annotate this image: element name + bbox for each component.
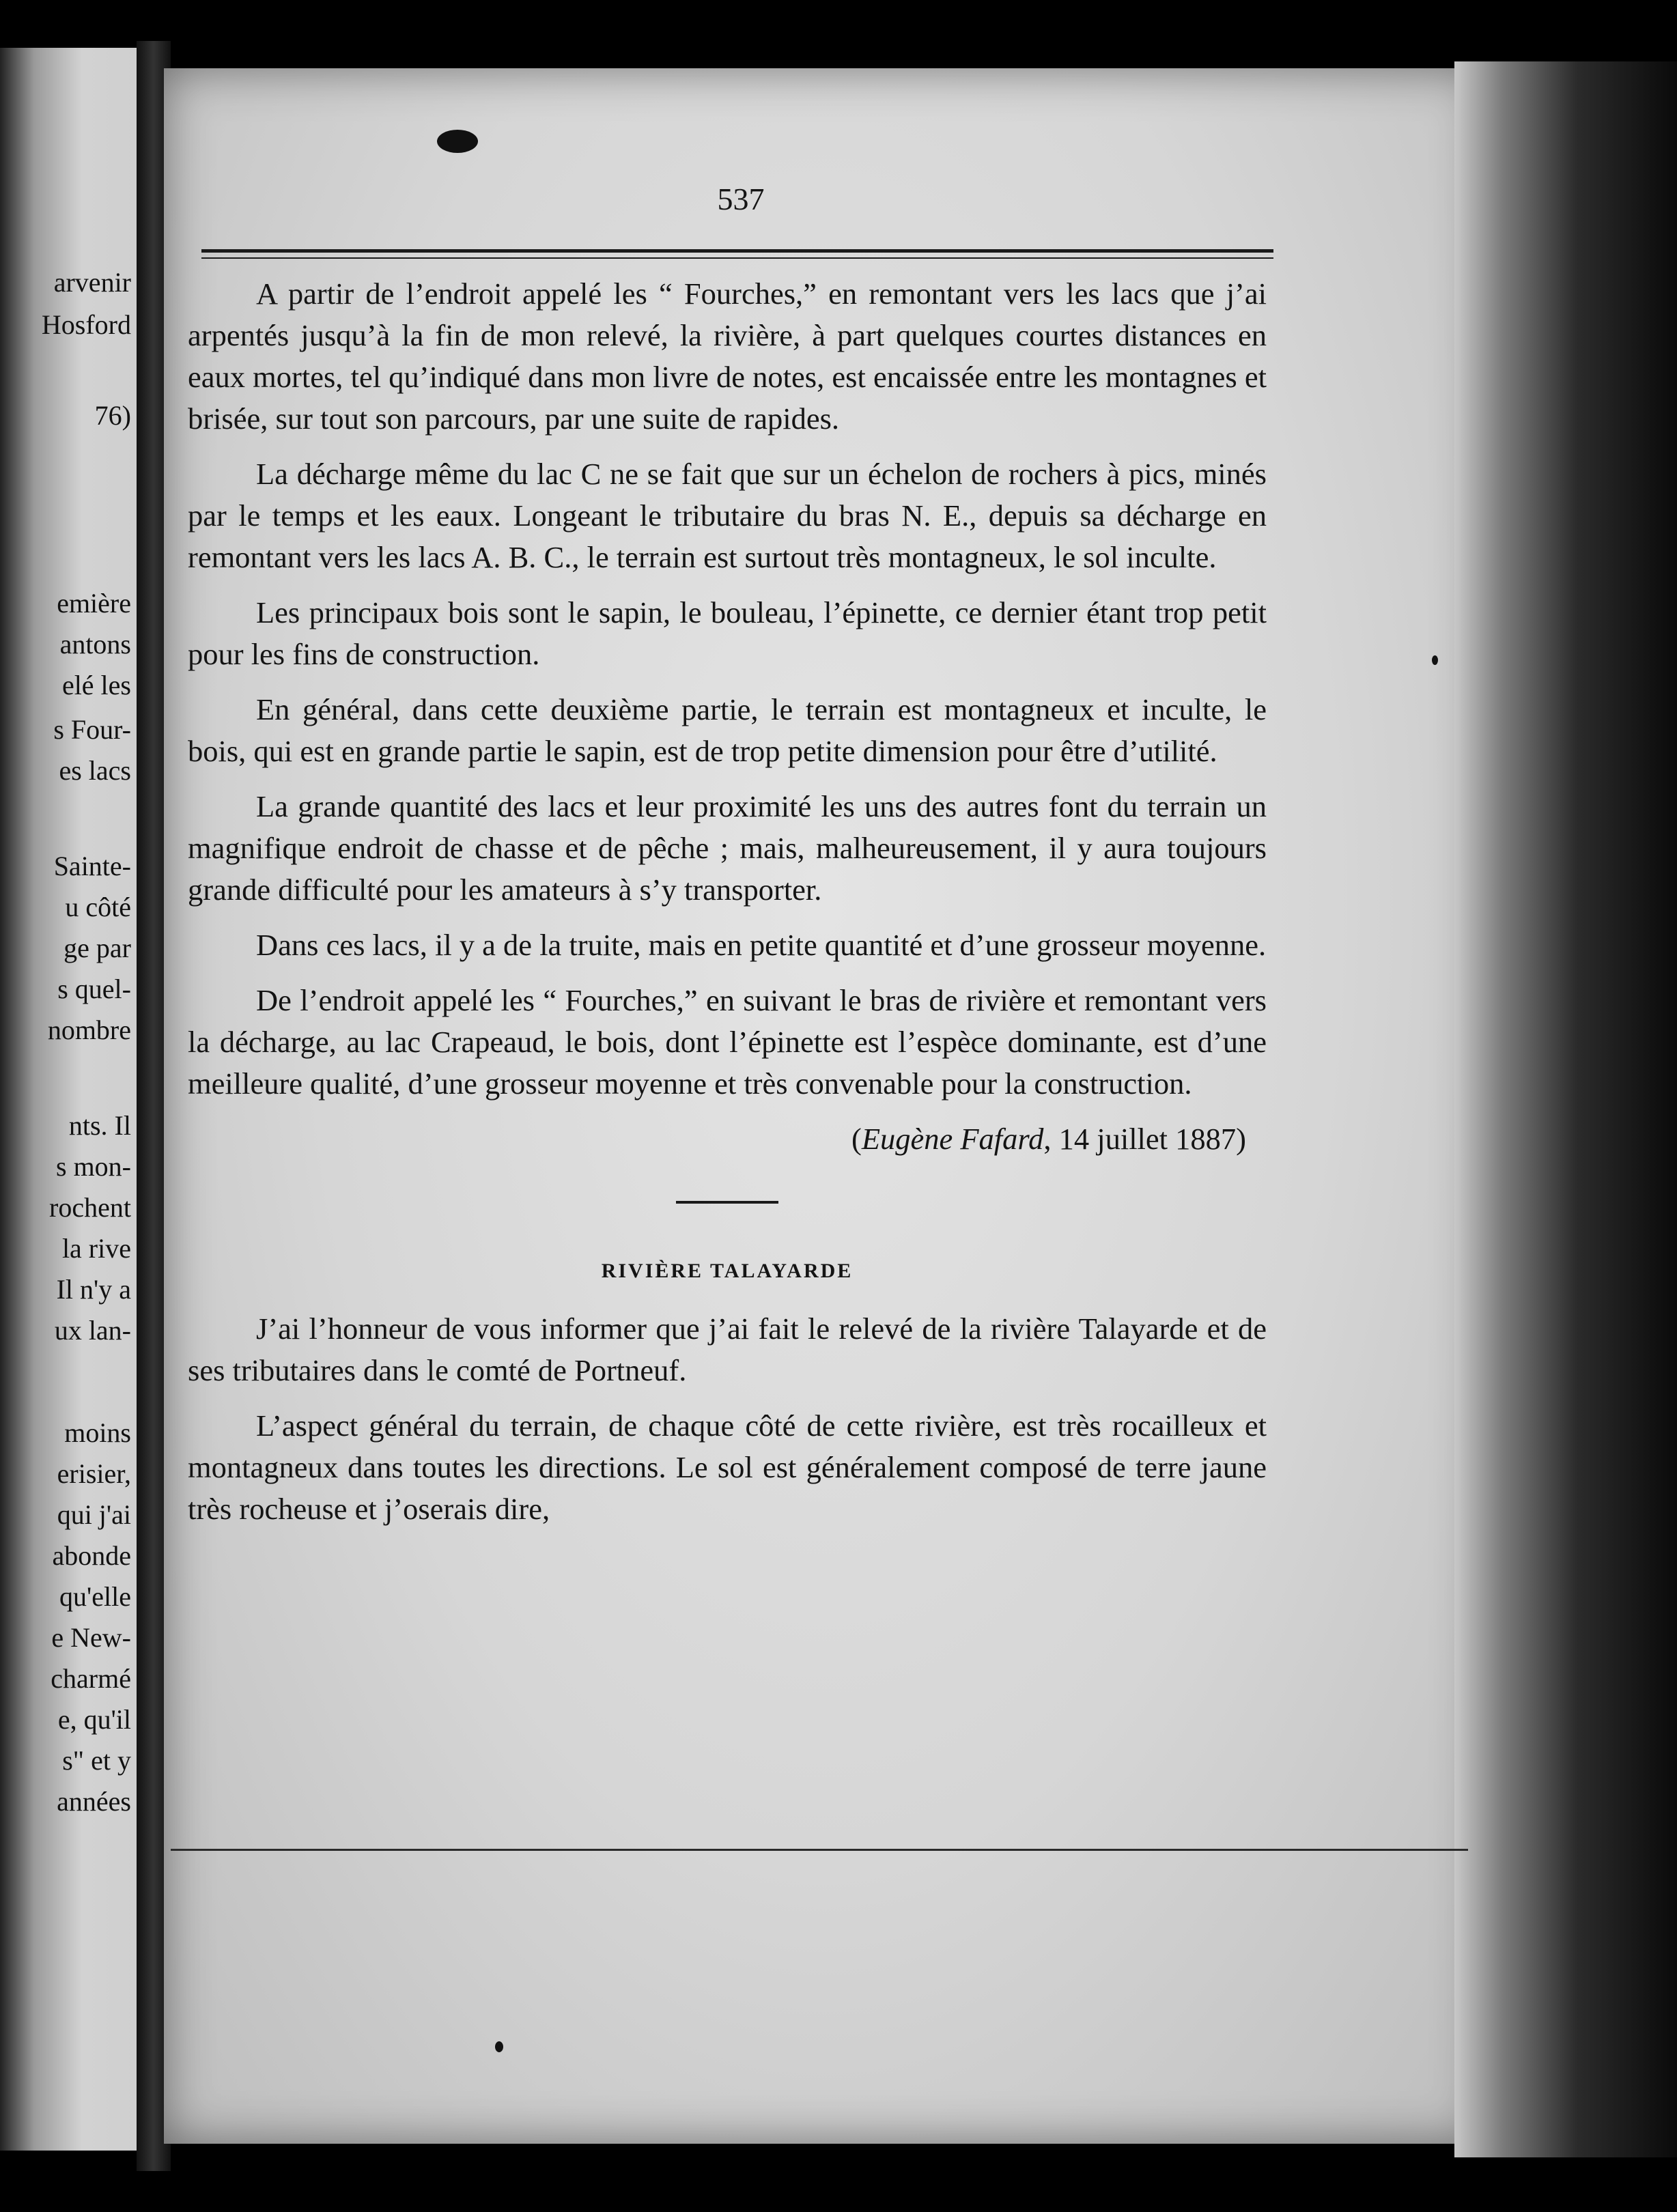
previous-page-line: erisier, — [57, 1458, 131, 1489]
previous-page-line: nts. Il — [68, 1110, 131, 1141]
previous-page-line: charmé — [51, 1663, 131, 1694]
paragraph: J’ai l’honneur de vous informer que j’ai fait le relevé de la rivière Talayarde et de ses tributaires dans le comté de Portneuf. — [188, 1311, 1267, 1387]
page-edge-shadow — [1454, 61, 1677, 2157]
previous-page-fragment — [0, 48, 137, 2151]
paragraph: La grande quantité des lacs et leur proximité les uns des autres font du terrain un magnifique endroit de chasse et de pêche ; mais, malheureusement, il y aura toujours grande difficulté pour les amateurs à s’y transporter. — [188, 789, 1267, 907]
previous-page-line: qui j'ai — [57, 1499, 131, 1530]
previous-page-line: Hosford — [41, 309, 131, 340]
ink-speck — [1432, 655, 1438, 665]
signature: (Eugène Fafard, 14 juillet 1887) — [851, 1122, 1246, 1156]
signature-date: 14 juillet 1887 — [1058, 1122, 1237, 1156]
paragraph: Dans ces lacs, il y a de la truite, mais en petite quantité et d’une grosseur moyenne. — [256, 928, 1267, 962]
paragraph: A partir de l’endroit appelé les “ Fourches,” en remontant vers les lacs que j’ai arpentés jusqu’à la fin de mon relevé, la rivière, à part quelques courtes distances en eaux mortes, tel qu’indiqué dans mon livre de notes, est encaissée entre les montagnes et brisée, sur tout son parcours, par une suite de rapides. — [188, 276, 1267, 436]
previous-page-line: s Four- — [53, 714, 131, 745]
header-rule-top — [201, 249, 1273, 253]
previous-page-line: 76) — [94, 400, 131, 431]
previous-page-line: e New- — [51, 1622, 131, 1653]
previous-page-line: elé les — [61, 670, 131, 700]
previous-page-line: Il n'y a — [56, 1274, 131, 1305]
section-separator — [676, 1201, 778, 1204]
previous-page-line: abonde — [52, 1540, 131, 1571]
previous-page-line: s" et y — [62, 1745, 131, 1776]
previous-page-line: s mon- — [56, 1151, 131, 1182]
previous-page-line: moins — [64, 1417, 131, 1448]
ink-speck — [495, 2041, 503, 2052]
paragraph: L’aspect général du terrain, de chaque côté de cette rivière, est très rocailleux et montagneux dans toutes les directions. Le sol est généralement composé de terre jaune très rocheuse et j’oserais dire, — [188, 1408, 1267, 1526]
previous-page-line: antons — [59, 629, 131, 660]
previous-page-line: es lacs — [59, 755, 131, 786]
paragraph: En général, dans cette deuxième partie, le terrain est montagneux et inculte, le bois, qui est en grande partie le sapin, est de trop petite dimension pour être d’utilité. — [188, 692, 1267, 768]
paragraph: Les principaux bois sont le sapin, le bouleau, l’épinette, ce dernier étant trop petit pour les fins de construction. — [188, 595, 1267, 671]
previous-page-line: années — [57, 1786, 131, 1817]
previous-page-line: e, qu'il — [57, 1704, 131, 1735]
previous-page-line: la rive — [61, 1233, 131, 1264]
header-rule-bottom — [201, 257, 1273, 259]
previous-page-line: ge par — [64, 933, 131, 963]
paragraph: De l’endroit appelé les “ Fourches,” en suivant le bras de rivière et remontant vers la décharge, au lac Crapeaud, le bois, dont l’épinette est l’espèce dominante, est d’une meilleure qualité, d’une grosseur moyenne et très convenable pour la construction. — [188, 983, 1267, 1101]
previous-page-line: Sainte- — [53, 851, 131, 881]
previous-page-line: s quel- — [57, 974, 131, 1004]
previous-page-line: arvenir — [53, 267, 131, 298]
previous-page-line: rochent — [49, 1192, 131, 1223]
previous-page-line: ux lan- — [54, 1315, 131, 1346]
previous-page-line: u côté — [65, 892, 131, 922]
previous-page-line: emière — [57, 588, 131, 619]
section-title: RIVIÈRE TALAYARDE — [601, 1260, 854, 1282]
page-body — [188, 273, 1267, 1544]
ink-blot — [437, 130, 478, 153]
previous-page-line: qu'elle — [59, 1581, 131, 1612]
previous-page-line: nombre — [47, 1015, 131, 1045]
page-number: 537 — [717, 182, 765, 216]
scan-line-artifact — [171, 1849, 1468, 1851]
paragraph: La décharge même du lac C ne se fait que sur un échelon de rochers à pics, minés par le temps et les eaux. Longeant le tributaire du bras N. E., depuis sa décharge en remontant vers les lacs A. B. C., le terrain est surtout très montagneux, le sol inculte. — [188, 457, 1267, 574]
signature-name: Eugène Fafard — [861, 1122, 1044, 1156]
